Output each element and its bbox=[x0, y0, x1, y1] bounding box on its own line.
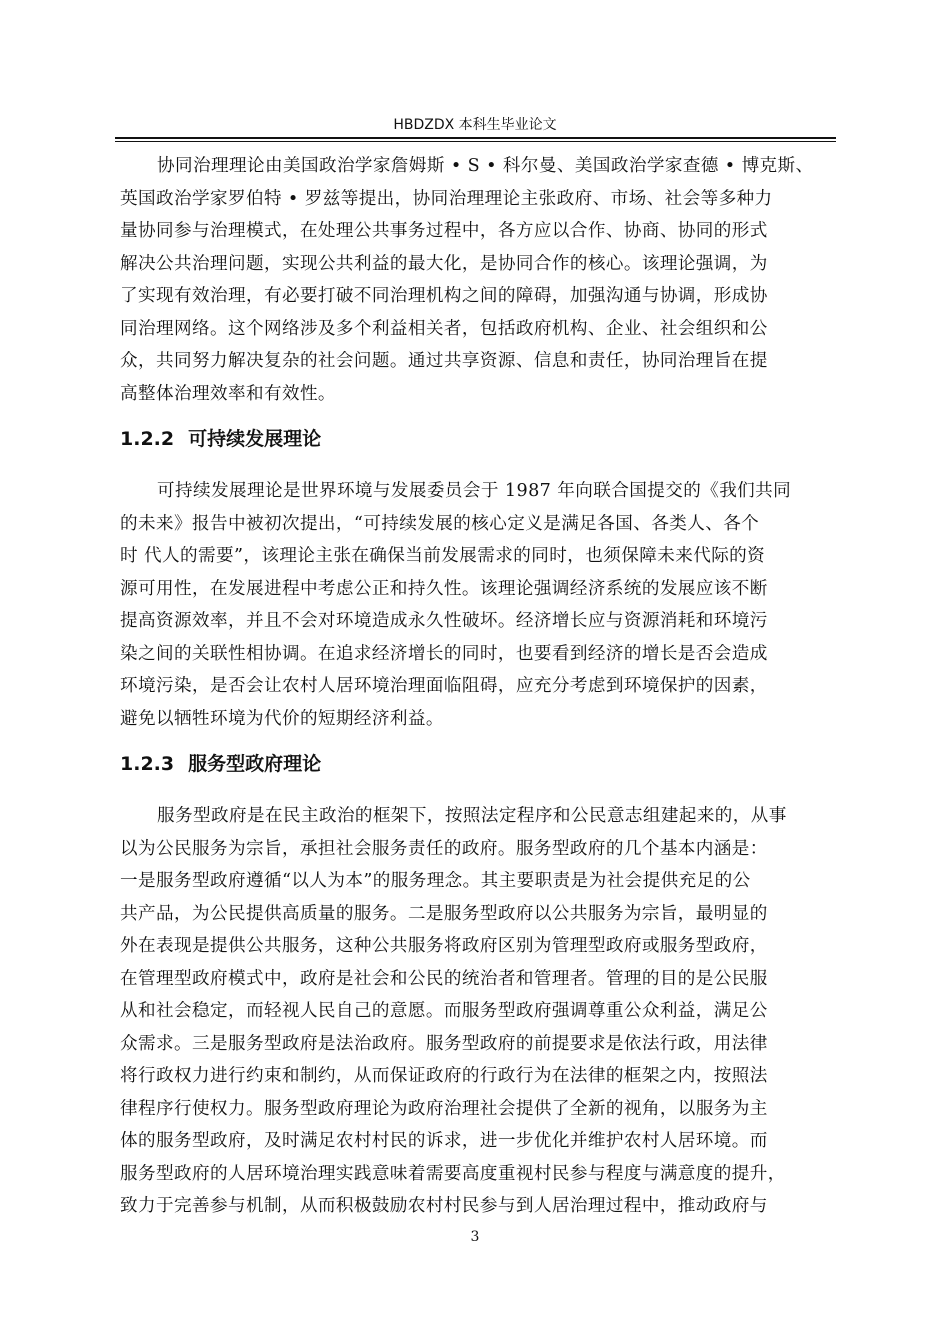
paragraph-line: 共产品，为公民提供高质量的服务。二是服务型政府以公共服务为宗旨，最明显的 bbox=[120, 903, 768, 924]
paragraph-sustainable-development bbox=[120, 475, 831, 735]
paragraph-line: 众，共同努力解决复杂的社会问题。通过共享资源、信息和责任，协同治理旨在提 bbox=[120, 351, 768, 371]
paragraph-line: 源可用性，在发展进程中考虑公正和持久性。该理论强调经济系统的发展应该不断 bbox=[120, 578, 768, 599]
paragraph-line: 了实现有效治理，有必要打破不同治理机构之间的障碍，加强沟通与协调，形成协 bbox=[120, 286, 768, 306]
section-title: 可持续发展理论 bbox=[188, 428, 322, 450]
section-heading-1-2-2 bbox=[120, 427, 321, 451]
paragraph-line: 避免以牺牲环境为代价的短期经济利益。 bbox=[120, 708, 444, 729]
paragraph-line: 提高资源效率，并且不会对环境造成永久性破坏。经济增长应与资源消耗和环境污 bbox=[120, 611, 768, 631]
header-rule bbox=[115, 137, 836, 139]
paragraph-line: 在管理型政府模式中，政府是社会和公民的统治者和管理者。管理的目的是公民服 bbox=[120, 968, 768, 989]
page-number: 3 bbox=[470, 1229, 480, 1245]
section-title: 服务型政府理论 bbox=[188, 753, 322, 775]
paragraph-line: 一是服务型政府遵循“以人为本”的服务理念。其主要职责是为社会提供充足的公 bbox=[120, 871, 751, 891]
paragraph-line: 可持续发展理论是世界环境与发展委员会于 1987 年向联合国提交的《我们共同 bbox=[157, 481, 792, 501]
paragraph-line: 同治理网络。这个网络涉及多个利益相关者，包括政府机构、企业、社会组织和公 bbox=[120, 318, 768, 339]
paragraph-line: 量协同参与治理模式，在处理公共事务过程中，各方应以合作、协商、协同的形式 bbox=[120, 221, 768, 241]
paragraph-line: 体的服务型政府，及时满足农村村民的诉求，进一步优化并维护农村人居环境。而 bbox=[120, 1131, 768, 1151]
paragraph-line: 高整体治理效率和有效性。 bbox=[120, 383, 336, 404]
paragraph-line: 从和社会稳定，而轻视人民自己的意愿。而服务型政府强调尊重公众利益，满足公 bbox=[120, 1001, 768, 1021]
paragraph-line: 时 代人的需要”，该理论主张在确保当前发展需求的同时，也须保障未来代际的资 bbox=[120, 546, 766, 566]
paragraph-line: 协同治理理论由美国政治学家詹姆斯 • S • 科尔曼、美国政治学家查德 • 博克斯、 bbox=[157, 156, 814, 176]
paragraph-line: 以为公民服务为宗旨，承担社会服务责任的政府。服务型政府的几个基本内涵是： bbox=[120, 838, 768, 859]
paragraph-line: 环境污染，是否会让农村人居环境治理面临阻碍，应充分考虑到环境保护的因素， bbox=[120, 676, 768, 696]
paragraph-line: 的未来》报告中被初次提出，“可持续发展的核心定义是满足各国、各类人、各个 bbox=[120, 513, 760, 534]
paragraph-line: 染之间的关联性相协调。在追求经济增长的同时，也要看到经济的增长是否会造成 bbox=[120, 643, 768, 664]
paragraph-line: 外在表现是提供公共服务，这种公共服务将政府区别为管理型政府或服务型政府， bbox=[120, 936, 768, 956]
paragraph-collaborative-governance bbox=[120, 150, 831, 410]
section-heading-1-2-3 bbox=[120, 752, 321, 776]
paragraph-line: 将行政权力进行约束和制约，从而保证政府的行政行为在法律的框架之内，按照法 bbox=[120, 1066, 768, 1086]
paragraph-line: 解决公共治理问题，实现公共利益的最大化，是协同合作的核心。该理论强调，为 bbox=[120, 253, 768, 274]
paragraph-line: 众需求。三是服务型政府是法治政府。服务型政府的前提要求是依法行政，用法律 bbox=[120, 1033, 768, 1054]
paragraph-line: 服务型政府是在民主政治的框架下，按照法定程序和公民意志组建起来的，从事 bbox=[157, 806, 787, 826]
running-header: HBDZDX 本科生毕业论文 bbox=[393, 117, 557, 133]
header-rule-thin bbox=[115, 141, 836, 142]
paragraph-line: 致力于完善参与机制，从而积极鼓励农村村民参与到人居治理过程中，推动政府与 bbox=[120, 1196, 768, 1216]
section-number: 1.2.2 bbox=[120, 428, 175, 450]
paragraph-line: 英国政治学家罗伯特 • 罗兹等提出，协同治理理论主张政府、市场、社会等多种力 bbox=[120, 188, 773, 209]
section-number: 1.2.3 bbox=[120, 753, 175, 775]
paragraph-line: 律程序行使权力。服务型政府理论为政府治理社会提供了全新的视角，以服务为主 bbox=[120, 1098, 768, 1119]
paragraph-line: 服务型政府的人居环境治理实践意味着需要高度重视村民参与程度与满意度的提升， bbox=[120, 1163, 786, 1184]
paragraph-service-government bbox=[120, 800, 831, 1223]
